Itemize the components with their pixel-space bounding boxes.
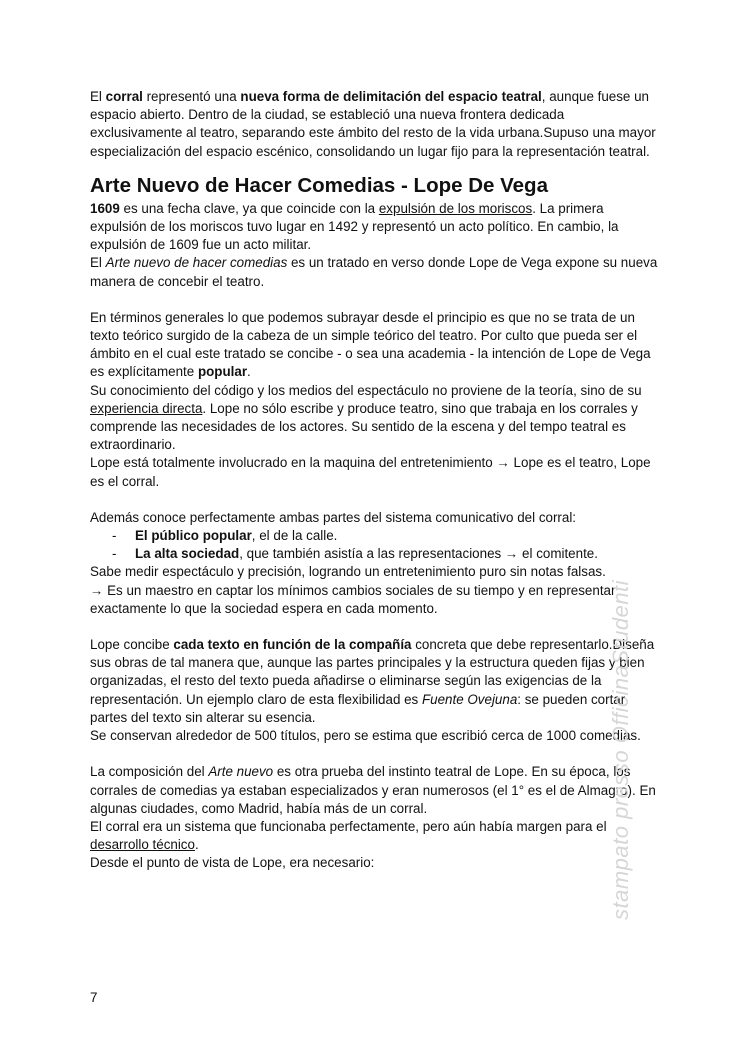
paragraph-corral: El corral representó una nueva forma de delimitación del espacio teatral, aunque fuese un espacio abierto. Dentro de la ciudad, se estableció una nueva frontera dedicada exclusivamente al teatro, separando este ámbito del resto de la vida urbana.Supuso una mayor especialización del espacio escénico, consolidando un lugar fijo para la representación teatral. [90,89,656,159]
paragraph-entretenimiento: Lope está totalmente involucrado en la maquina del entretenimiento → Lope es el teatro, Lope es el corral. [90,455,651,489]
audience-list [90,527,660,563]
paragraph-arte-nuevo: El Arte nuevo de hacer comedias es un tratado en verso donde Lope de Vega expone su nueva manera de concebir el teatro. [90,255,658,289]
watermark: stampato presso OfficinaStudenti [608,579,633,920]
paragraph-composicion: La composición del Arte nuevo es otra prueba del instinto teatral de Lope. En su época, los corrales de comedias ya estaban especializados y eran numerosos (el 1° es el de Almagro). En algunas ciudades, como Madrid, había más de un corral. [90,764,656,816]
paragraph-compania: Lope concibe cada texto en función de la compañía concreta que debe representarlo.Diseña sus obras de tal manera que, aunque las partes principales y la estructura queden fijas y bien organizadas, el resto del texto pueda añadirse o eliminarse según las exigencias de la representación. Un ejemplo claro de esta flexibilidad es Fuente Ovejuna: se pueden cortar partes del texto sin alterar su esencia. [90,637,655,725]
list-item: - La alta sociedad, que también asistía a las representaciones → el comitente. [90,545,660,563]
paragraph-terminos: En términos generales lo que podemos subrayar desde el principio es que no se trata de un texto teórico surgido de la cabeza de un simple teórico del teatro. Por culto que pueda ser el ámbito en el cual este tratado se concibe - o sea una academia - la intención de Lope de Vega es explícitamente popular. [90,309,651,380]
list-item: - El público popular, el de la calle. [90,527,660,545]
paragraph-titulos: Se conservan alrededor de 500 títulos, pero se estima que escribió cerca de 1000 comedias. [90,728,641,744]
page-number: 7 [90,990,98,1005]
paragraph-sistema: Además conoce perfectamente ambas partes del sistema comunicativo del corral: [90,509,577,525]
document-body [90,88,660,873]
paragraph-1609: 1609 es una fecha clave, ya que coincide con la expulsión de los moriscos. La primera expulsión de los moriscos tuvo lugar en 1492 y representó un acto político. En cambio, la expulsión de 1609 fue un acto militar. [90,200,619,253]
paragraph-maestro: → Es un maestro en captar los mínimos cambios sociales de su tiempo y en representar exactamente lo que la sociedad espera en cada momento. [90,582,616,616]
section-heading: Arte Nuevo de Hacer Comedias - Lope De Vega [90,173,548,197]
paragraph-medir: Sabe medir espectáculo y precisión, logrando un entretenimiento puro sin notas falsas. [90,564,606,580]
paragraph-necesario: Desde el punto de vista de Lope, era necesario: [90,855,375,871]
paragraph-sistema-corral: El corral era un sistema que funcionaba perfectamente, pero aún había margen para el desarrollo técnico. [90,818,607,853]
paragraph-conocimiento: Su conocimiento del código y los medios del espectáculo no proviene de la teoría, sino de su experiencia directa. Lope no sólo escribe y produce teatro, sino que trabaja en los corrales y comprende las necesidades de los actores. Su sentido de la escena y del tempo teatral es extraordinario. [90,382,642,453]
